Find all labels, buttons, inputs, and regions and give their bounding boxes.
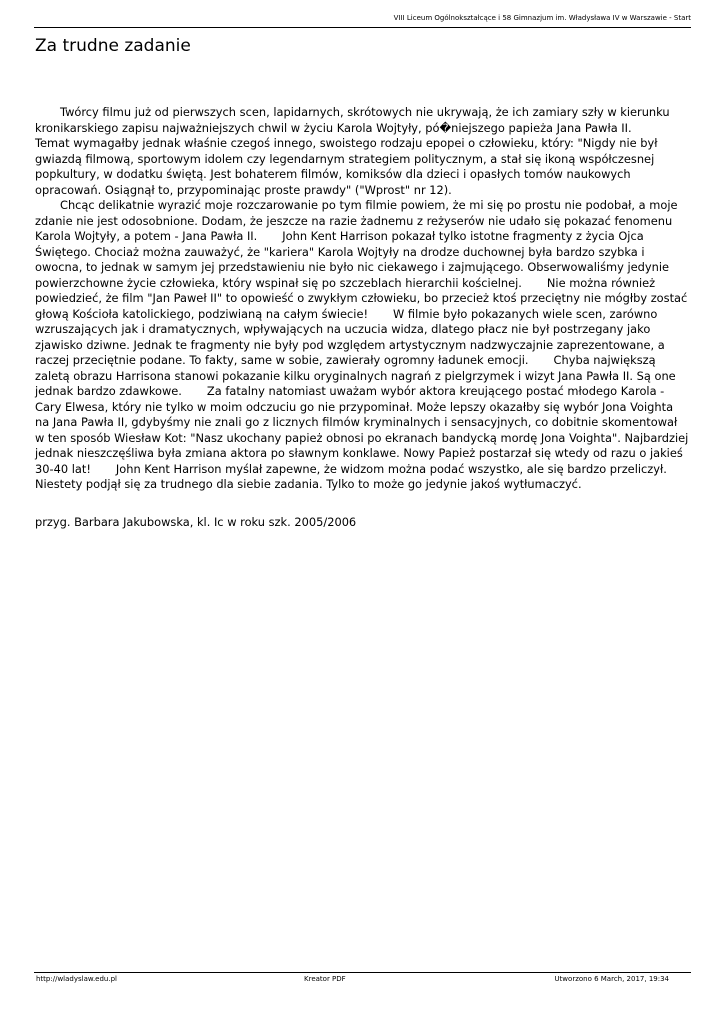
article-signature: przyg. Barbara Jakubowska, kl. Ic w roku szk. 2005/2006 [35,515,357,529]
article-text-fragment: Temat wymagałby jednak właśnie czegoś innego, swoistego rodzaju epopei o człowieku, który: "Nigdy nie był gwiazdą filmową, sportowym idolem czy legendarnym strategiem politycznym, a stał się ikoną współczesnej popkultury, w dodatku świętą. Jest bohaterem filmów, komiksów dla dzieci i opasłych tomów naukowych opracowań. Osiągnął to, przypominając proste prawdy" ("Wprost" nr 12). [35,136,658,197]
footer-generator: Kreator PDF [304,975,346,983]
article-body [35,105,689,493]
article-text-fragment: John Kent Harrison myślał zapewne, że widzom można podać wszystko, ale się bardzo przeliczył. Niestety podjął się za trudnego dla siebie zadania. Tylko to może go jedynie jakoś wytłumaczyć. [35,461,667,491]
article-text-fragment: Chyba największą zaletą obrazu Harrisona stanowi pokazanie kilku oryginalnych nagrań z pielgrzymek i wizyt Jana Pawła II. Są one jednak bardzo zdawkowe. [35,353,676,398]
article-paragraph [35,198,689,493]
site-title: VIII Liceum Ogólnokształcące i 58 Gimnazjum im. Władysława IV w Warszawie - Start [393,14,691,22]
footer-url: http://wladyslaw.edu.pl [36,975,117,983]
article-title: Za trudne zadanie [35,36,191,56]
article-text-fragment: Chcąc delikatnie wyrazić moje rozczarowanie po tym filmie powiem, że mi się po prostu nie podobał, a moje zdanie nie jest odosobnione. Dodam, że jeszcze na razie żadnemu z reżyserów nie udało się pokazać fenomenu Karola Wojtyły, a potem - Jana Pawła II. [35,198,678,243]
article-text-fragment: Nie można również powiedzieć, że film "Jan Paweł II" to opowieść o zwykłym człowieku, bo przecież ktoś przeciętny nie mógłby zostać głową Kościoła katolickiego, podziwianą na całym świecie! [35,275,688,321]
footer-created-date: Utworzono 6 March, 2017, 19:34 [554,975,669,983]
article-text-fragment: Twórcy filmu już od pierwszych scen, lapidarnych, skrótowych nie ukrywają, że ich zamiary szły w kierunku kronikarskiego zapisu najważniejszych chwil w życiu Karola Wojtyły, pó�niejszego papieża Jana Pawła II. [35,105,670,135]
article-text-fragment: John Kent Harrison pokazał tylko istotne fragmenty z życia Ojca Świętego. Chociaż można zauważyć, że "kariera" Karola Wojtyły na drodze duchownej była bardzo szybka i owocna, to jednak w samym jej przedstawieniu nie było nic ciekawego i zajmującego. Obserwowaliśmy jedynie powierzchowne życie człowieka, który wspinał się po szczeblach hierarchii kościelnej. [35,229,669,290]
header-divider [34,27,691,28]
footer-divider [34,972,691,973]
article-text-fragment: Za fatalny natomiast uważam wybór aktora kreującego postać młodego Karola - Cary Elwesa, który nie tylko w moim odczuciu go nie przypominał. Może lepszy okazałby się wybór Jona Voighta na Jana Pawła II, gdybyśmy nie znali go z licznych filmów kryminalnych i sensacyjnych, co dobitnie skomentował w ten sposób Wiesław Kot: "Nasz ukochany papież obnosi po ekranach bandycką mordę Jona Voighta". Najbardziej jednak nieszczęśliwa była zmiana aktora po sławnym konklawe. Nowy Papież postarzał się wtedy od razu o jakieś 30-40 lat! [35,384,689,476]
article-paragraph [35,105,689,198]
article-text-fragment: W filmie było pokazanych wiele scen, zarówno wzruszających jak i dramatycznych, wpływających na uczucia widza, dlatego płacz nie był postrzegany jako zjawisko dziwne. Jednak te fragmenty nie były pod względem artystycznym nadzwyczajnie zaprezentowane, a raczej przeciętnie podane. To fakty, same w sobie, zawierały ogromny ładunek emocji. [35,306,665,367]
page-footer [34,975,691,984]
